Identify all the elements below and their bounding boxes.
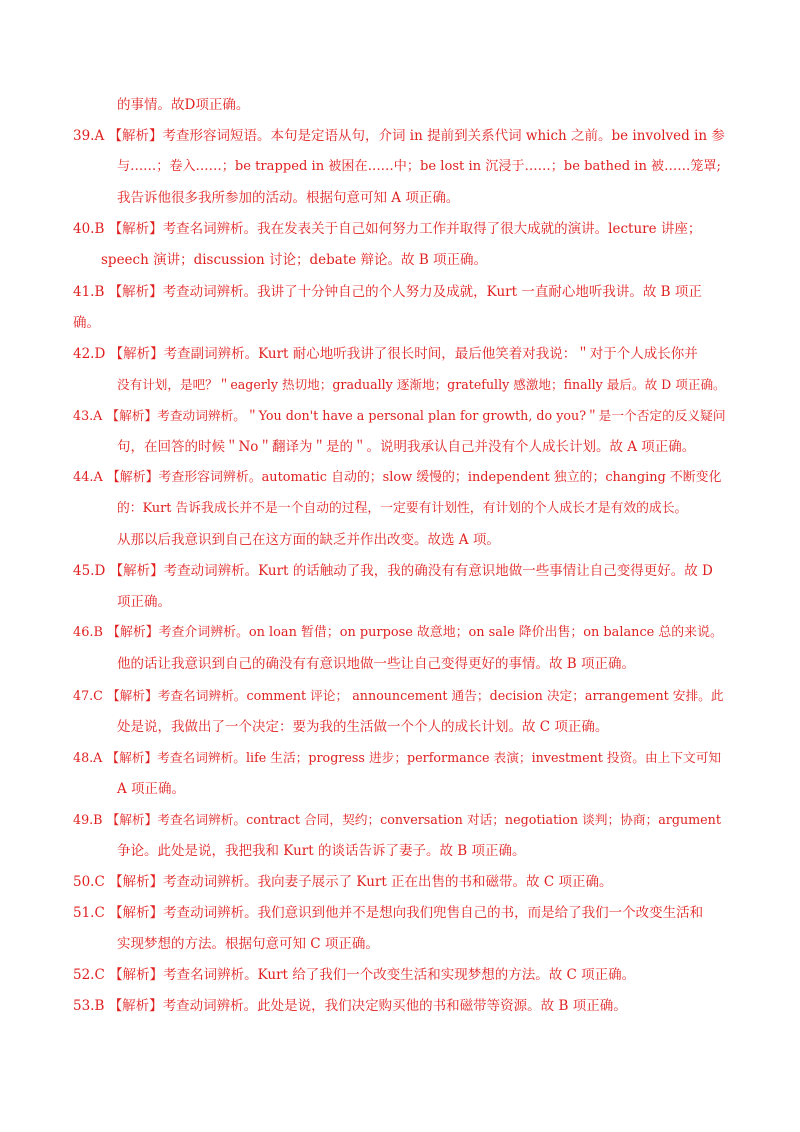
answer-number: 45.D	[73, 563, 106, 579]
answer-49-first-line	[73, 810, 721, 830]
answer-40-line-2: speech 演讲；discussion 讨论；debate 辩论。故 B 项正确。	[101, 252, 488, 268]
answer-number: 48.A	[73, 750, 103, 765]
answer-text: 考查副词辨析。Kurt 耐心地听我讲了很长时间，最后他笑着对我说：＂对于个人成长你并	[163, 346, 698, 362]
answer-43-first-line	[73, 406, 726, 426]
answer-39-line-2: 与……；卷入……；be trapped in 被困在……中；be lost in 沉浸于……；be bathed in 被……笼罩;	[117, 159, 721, 174]
answer-text: 考查动词辨析。Kurt 的话触动了我，我的确没有有意识地做一些事情让自己变得更好。故 D	[163, 563, 713, 579]
answer-text: 考查名词辨析。comment 评论； announcement 通告；decision 决定；arrangement 安排。此	[157, 688, 724, 703]
answer-53-first-line	[73, 996, 627, 1016]
answer-text: 考查名词辨析。我在发表关于自己如何努力工作并取得了很大成就的演讲。lecture 讲座；	[162, 221, 702, 237]
analysis-tag: 【解析】	[106, 470, 159, 485]
analysis-tag: 【解析】	[108, 998, 163, 1014]
answer-text: 考查形容词短语。本句是定语从句，介词 in 提前到关系代词 which 之前。be involved in 参	[162, 128, 725, 144]
analysis-tag: 【解析】	[106, 812, 158, 827]
answer-39-first-line	[73, 126, 725, 146]
answer-43-line-2: 句，在回答的时候＂No＂翻译为＂是的＂。说明我承认自己并没有个人成长计划。故 A 项正确。	[117, 439, 696, 455]
answer-number: 53.B	[73, 998, 105, 1014]
analysis-tag: 【解析】	[109, 967, 164, 983]
answer-47-line-2: 处是说，我做出了一个决定：要为我的生活做一个个人的成长计划。故 C 项正确。	[117, 719, 609, 735]
analysis-tag: 【解析】	[106, 750, 158, 765]
answer-text: 考查名词辨析。life 生活；progress 进步；performance 表演；investment 投资。由上下文可知	[157, 750, 722, 765]
answer-text: 考查介词辨析。on loan 暂借；on purpose 故意地；on sale 降价出售；on balance 总的来说。	[158, 625, 723, 640]
answer-number: 52.C	[73, 967, 105, 983]
answer-42-first-line	[73, 344, 698, 364]
answer-45-first-line	[73, 561, 713, 581]
answer-number: 50.C	[73, 874, 105, 890]
answer-text: 考查动词辨析。我讲了十分钟自己的个人努力及成就，Kurt 一直耐心地听我讲。故 B 项正	[162, 284, 702, 300]
answer-text: 考查形容词辨析。automatic 自动的；slow 缓慢的；independent 独立的；changing 不断变化	[158, 470, 722, 485]
answer-text: 考查名词辨析。Kurt 给了我们一个改变生活和实现梦想的方法。故 C 项正确。	[163, 967, 636, 983]
answer-text: 考查动词辨析。我向妻子展示了 Kurt 正在出售的书和磁带。故 C 项正确。	[163, 874, 613, 890]
answer-number: 43.A	[73, 408, 103, 423]
answer-number: 42.D	[73, 346, 106, 362]
answer-48-line-2: A 项正确。	[117, 781, 186, 797]
continuation-text: 的事情。故D项正确。	[117, 97, 250, 113]
answer-49-line-2: 争论。此处是说，我把我和 Kurt 的谈话告诉了妻子。故 B 项正确。	[117, 843, 526, 859]
answer-text: 考查动词辨析。我们意识到他并不是想向我们兜售自己的书，而是给了我们一个改变生活和	[163, 905, 704, 921]
answer-number: 40.B	[73, 221, 105, 237]
answer-number: 39.A	[73, 128, 105, 144]
analysis-tag: 【解析】	[109, 905, 164, 921]
analysis-tag: 【解析】	[107, 625, 159, 640]
analysis-tag: 【解析】	[108, 284, 163, 300]
answer-51-line-2: 实现梦想的方法。根据句意可知 C 项正确。	[117, 936, 379, 952]
answer-number: 46.B	[73, 625, 103, 640]
answer-46-line-2: 他的话让我意识到自己的确没有有意识地做一些让自己变得更好的事情。故 B 项正确。	[117, 656, 636, 672]
answer-41-first-line	[73, 282, 702, 302]
answer-number: 44.A	[73, 470, 103, 485]
answer-number: 51.C	[73, 905, 105, 921]
analysis-tag: 【解析】	[106, 688, 158, 703]
answer-51-first-line	[73, 903, 703, 923]
answer-number: 49.B	[73, 812, 103, 827]
answer-number: 47.C	[73, 688, 103, 703]
answer-text: 考查动词辨析。此处是说，我们决定购买他的书和磁带等资源。故 B 项正确。	[162, 998, 627, 1014]
answer-44-line-3: 从那以后我意识到自己在这方面的缺乏并作出改变。故选 A 项。	[117, 532, 500, 548]
answer-41-line-2: 确。	[73, 315, 100, 331]
answer-50-first-line	[73, 872, 612, 892]
answer-48-first-line	[73, 748, 721, 768]
answer-47-first-line	[73, 686, 724, 706]
answer-text: 考查动词辨析。＂You don't have a personal plan for growth, do you?＂是一个否定的反义疑问	[157, 408, 726, 423]
analysis-tag: 【解析】	[109, 346, 164, 362]
answer-40-first-line	[73, 219, 701, 239]
answer-46-first-line	[73, 623, 723, 643]
analysis-tag: 【解析】	[106, 408, 158, 423]
answer-44-line-2: 的：Kurt 告诉我成长并不是一个自动的过程，一定要有计划性，有计划的个人成长才是有效的成长。	[117, 501, 688, 516]
answer-text: 考查名词辨析。contract 合同，契约；conversation 对话；negotiation 谈判；协商；argument	[157, 812, 721, 827]
answer-number: 41.B	[73, 284, 105, 300]
answer-39-line-3: 我告诉他很多我所参加的活动。根据句意可知 A 项正确。	[117, 190, 460, 206]
analysis-tag: 【解析】	[108, 128, 163, 144]
answer-42-line-2: 没有计划，是吧？＂eagerly 热切地；gradually 逐渐地；gratefully 感激地；finally 最后。故 D 项正确。	[117, 377, 726, 392]
analysis-tag: 【解析】	[109, 563, 164, 579]
analysis-tag: 【解析】	[108, 221, 163, 237]
answer-52-first-line	[73, 965, 635, 985]
answer-45-line-2: 项正确。	[117, 594, 171, 610]
answer-44-first-line	[73, 468, 721, 488]
analysis-tag: 【解析】	[109, 874, 164, 890]
